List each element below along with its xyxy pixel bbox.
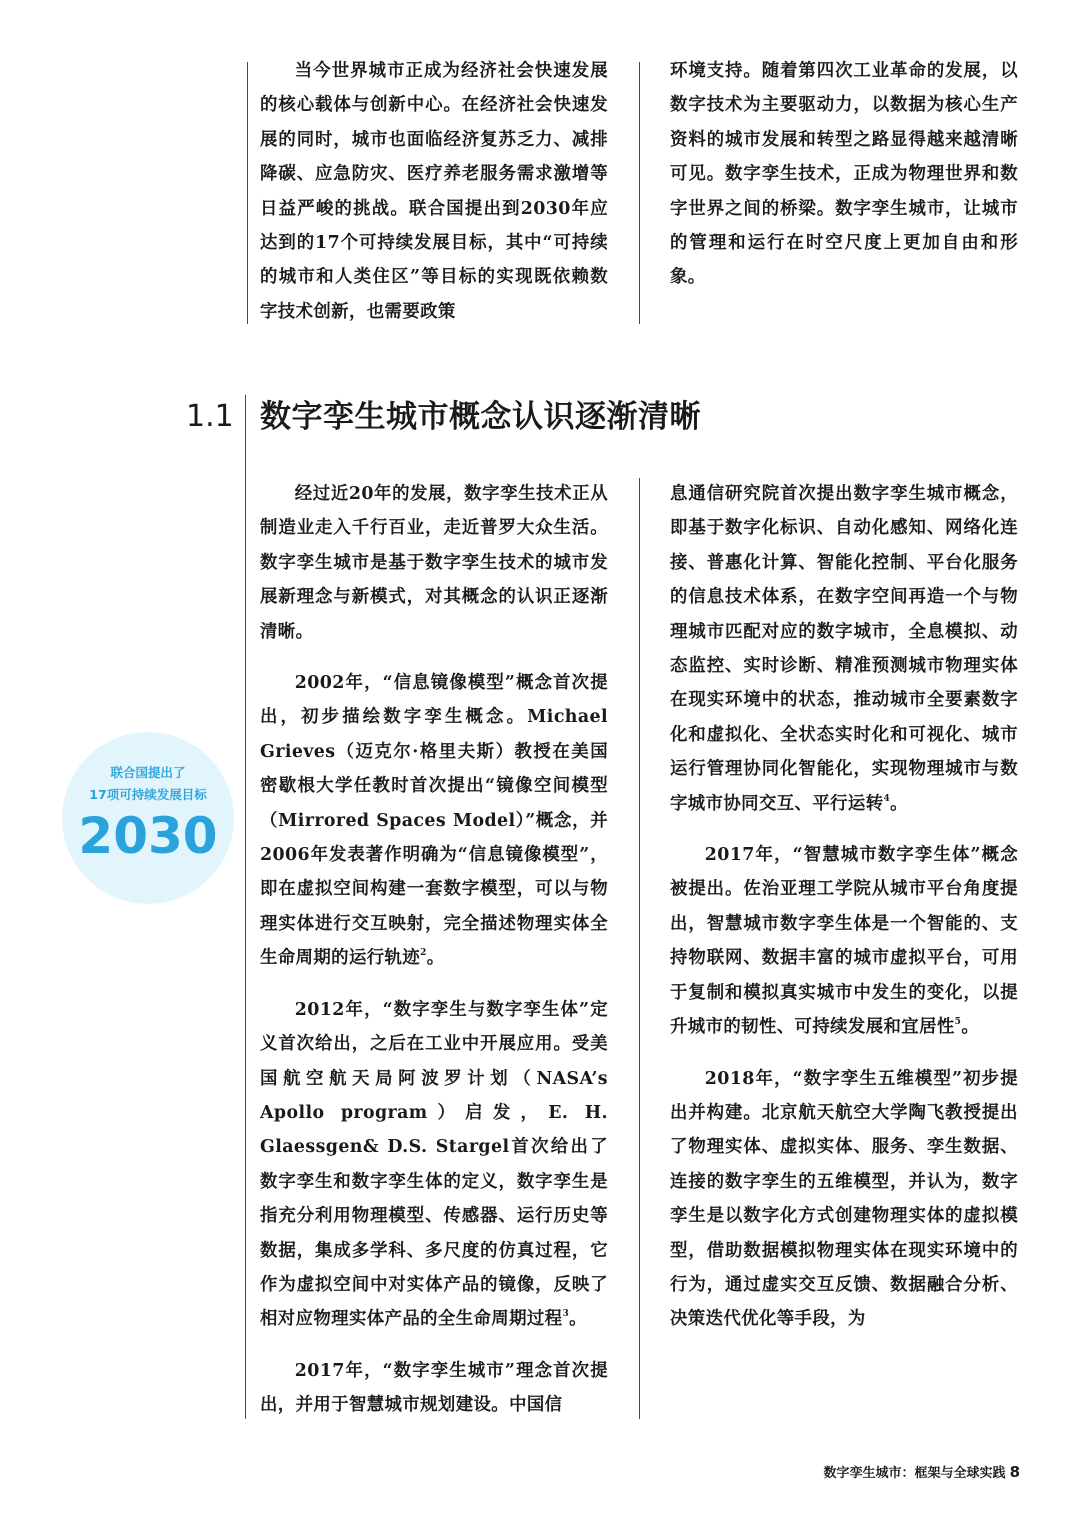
footnote-ref-4: 4 [883,793,891,804]
intro-right-text: 环境支持。随着第四次工业革命的发展，以数字技术为主要驱动力，以数据为核心生产资料的城市发展和转型之路显得越来越清晰可见。数字孪生技术，正成为物理世界和数字世界之间的桥梁。数字孪生城市，让城市的管理和运行在时空尺度上更加自由和形象。 [670,61,1018,288]
right-p2-end: 。 [961,1017,980,1038]
right-paragraph-1 [670,477,1018,821]
right-p2-lead: 2017年，“智慧城市数字孪生体”概念被提出。 [670,845,1018,900]
footer-title: 数字孪生城市：框架与全球实践 [823,1466,1006,1481]
body-left-column [260,477,608,1423]
right-p1-end: 。 [890,793,908,814]
intro-left-text: 当今世界城市正成为经济社会快速发展的核心载体与创新中心。在经济社会快速发展的同时，城市也面临经济复苏乏力、减排降碳、应急防灾、医疗养老服务需求激增等日益严峻的挑战。联合国提出到2030年应达到的17个可持续发展目标，其中“可持续的城市和人类住区”等目标的实现既依赖数字技术创新，也需要政策 [260,61,608,322]
footnote-ref-5: 5 [954,1017,962,1028]
page-footer [824,1462,1020,1481]
left-p2-end: 。 [426,948,445,969]
body-mid-rule [639,478,640,1419]
right-p2-body: 佐治亚理工学院从城市平台角度提出，智慧城市数字孪生体是一个智能的、支持物联网、数据丰富的城市虚拟平台，可用于复制和模拟真实城市中发生的变化，以提升城市的韧性、可持续发展和宜居性 [670,879,1018,1038]
right-paragraph-3 [670,1062,1018,1337]
section-title: 数字孪生城市概念认识逐渐清晰 [260,399,701,435]
left-p4-lead: 2017年，“数字孪生城市”理念首次提出，并用于智慧城市规划建设。 [260,1360,608,1416]
left-p3-lead: 2012年，“数字孪生与数字孪生体”定义首次给出，之后在工业中开展应用。 [260,999,608,1055]
page-number: 8 [1009,1463,1020,1481]
intro-right-column [670,54,1018,295]
intro-mid-rule [639,62,640,324]
left-paragraph-4 [260,1354,608,1423]
left-paragraph-3 [260,993,608,1337]
body-right-column [670,477,1018,1337]
left-paragraph-2 [260,666,608,976]
right-paragraph-2 [670,838,1018,1044]
left-p2-lead: 2002年，“信息镜像模型”概念首次提出，初步描绘数字孪生概念。 [260,673,608,728]
callout-line2: 17项可持续发展目标 [89,787,207,802]
left-p3-body: 受美国航空航天局阿波罗计划（NASA’s Apollo program）启发，E. H. Glaessgen& D.S. Stargel首次给出了数字孪生和数字孪生体的定义，数字孪生是指充分利用物理模型、传感器、运行历史等数据，集成多学科、多尺度的仿真过程，它作为虚拟空间中对实体产品的镜像，反映了相对应物理实体产品的全生命周期过程 [260,1034,608,1330]
intro-left-column [260,54,608,329]
left-paragraph-1: 经过近20年的发展，数字孪生技术正从制造业走入千行百业，走近普罗大众生活。数字孪生城市是基于数字孪生技术的城市发展新理念与新模式，对其概念的认识正逐渐清晰。 [260,484,608,642]
callout-year: 2030 [78,807,218,865]
section-rule [245,395,246,1419]
footnote-ref-2: 2 [420,948,427,959]
left-p3-end: 。 [569,1309,587,1330]
left-p2-body: Michael Grieves（迈克尔·格里夫斯）教授在美国密歇根大学任教时首次提出“镜像空间模型（Mirrored Spaces Model）”概念，并2006年发表著作明确为“信息镜像模型”，即在虚拟空间构建一套数字模型，可以与物理实体进行交互映射，完全描述物理实体全生命周期的运行轨迹 [260,707,608,969]
intro-left-rule [247,62,248,324]
right-p3-lead: 2018年，“数字孪生五维模型”初步提出并构建。 [670,1068,1018,1123]
left-p4-body: 中国信 [509,1395,563,1416]
section-number: 1.1 [186,399,234,434]
right-p1-body: 息通信研究院首次提出数字孪生城市概念，即基于数字化标识、自动化感知、网络化连接、普惠化计算、智能化控制、平台化服务的信息技术体系，在数字空间再造一个与物理城市匹配对应的数字城市，全息模拟、动态监控、实时诊断、精准预测城市物理实体在现实环境中的状态，推动城市全要素数字化和虚拟化、全状态实时化和可视化、城市运行管理协同化智能化，实现物理城市与数字城市协同交互、平行运转 [670,484,1018,814]
callout-circle [62,732,234,904]
callout-line1: 联合国提出了 [110,765,186,780]
footnote-ref-3: 3 [562,1309,570,1320]
right-p3-body: 北京航天航空大学陶飞教授提出了物理实体、虚拟实体、服务、孪生数据、连接的数字孪生的五维模型，并认为，数字孪生是以数字化方式创建物理实体的虚拟模型，借助数据模拟物理实体在现实环境中的行为，通过虚实交互反馈、数据融合分析、决策迭代优化等手段，为 [670,1102,1018,1330]
